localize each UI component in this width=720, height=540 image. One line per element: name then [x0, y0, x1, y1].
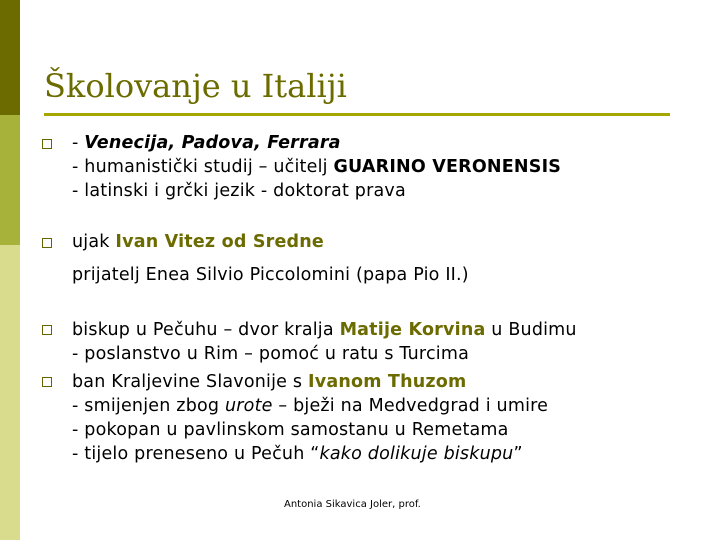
block1-studies: - humanistički studij – učitelj	[72, 157, 334, 177]
side-bar-mid	[0, 115, 20, 245]
side-bar-dark	[0, 0, 20, 115]
block4-ally-name: Ivanom Thuzom	[308, 372, 467, 392]
block2-line2: prijatelj Enea Silvio Piccolomini (papa Pio II.)	[72, 265, 469, 285]
block3-king-name: Matije Korvina	[339, 320, 486, 340]
square-bullet-icon	[42, 325, 52, 335]
block2-line1	[72, 230, 324, 254]
block4-line1	[72, 370, 466, 394]
block3-line1	[72, 318, 577, 342]
block4-flees: – bježi na Medvedgrad i umire	[272, 396, 549, 416]
block1-line3: - latinski i grčki jezik - doktorat prava	[72, 181, 406, 201]
block1-prefix: -	[72, 133, 85, 153]
square-bullet-icon	[42, 139, 52, 149]
block4-ban: ban Kraljevine Slavonije s	[72, 372, 308, 392]
block3-place: u Budimu	[485, 320, 577, 340]
square-bullet-icon	[42, 238, 52, 248]
block3-bishop: biskup u Pečuhu – dvor kralja	[72, 320, 340, 340]
block1-line2	[72, 155, 561, 179]
block1-teacher: GUARINO VERONENSIS	[333, 157, 562, 177]
block4-body-moved: - tijelo preneseno u Pečuh “	[72, 444, 320, 464]
title-divider	[44, 113, 670, 116]
block4-line2	[72, 394, 548, 418]
side-bar-light	[0, 245, 20, 540]
block3-line2: - poslanstvo u Rim – pomoć u ratu s Turcima	[72, 344, 470, 364]
author-footer: Antonia Sikavica Joler, prof.	[284, 499, 421, 510]
block2-uncle-label: ujak	[72, 232, 116, 252]
block1-cities: Venecija, Padova, Ferrara	[84, 133, 341, 153]
block4-quote: kako dolikuje biskupu	[319, 444, 514, 464]
block4-conspiracy: urote	[224, 396, 273, 416]
block4-quote-end: ”	[513, 444, 523, 464]
block4-line3: - pokopan u pavlinskom samostanu u Remetama	[72, 420, 509, 440]
block1-line1	[72, 131, 341, 155]
slide-title: Školovanje u Italiji	[44, 67, 347, 105]
square-bullet-icon	[42, 377, 52, 387]
block2-uncle-name: Ivan Vitez od Sredne	[115, 232, 325, 252]
block4-line4	[72, 442, 523, 466]
block4-dismissed: - smijenjen zbog	[72, 396, 225, 416]
